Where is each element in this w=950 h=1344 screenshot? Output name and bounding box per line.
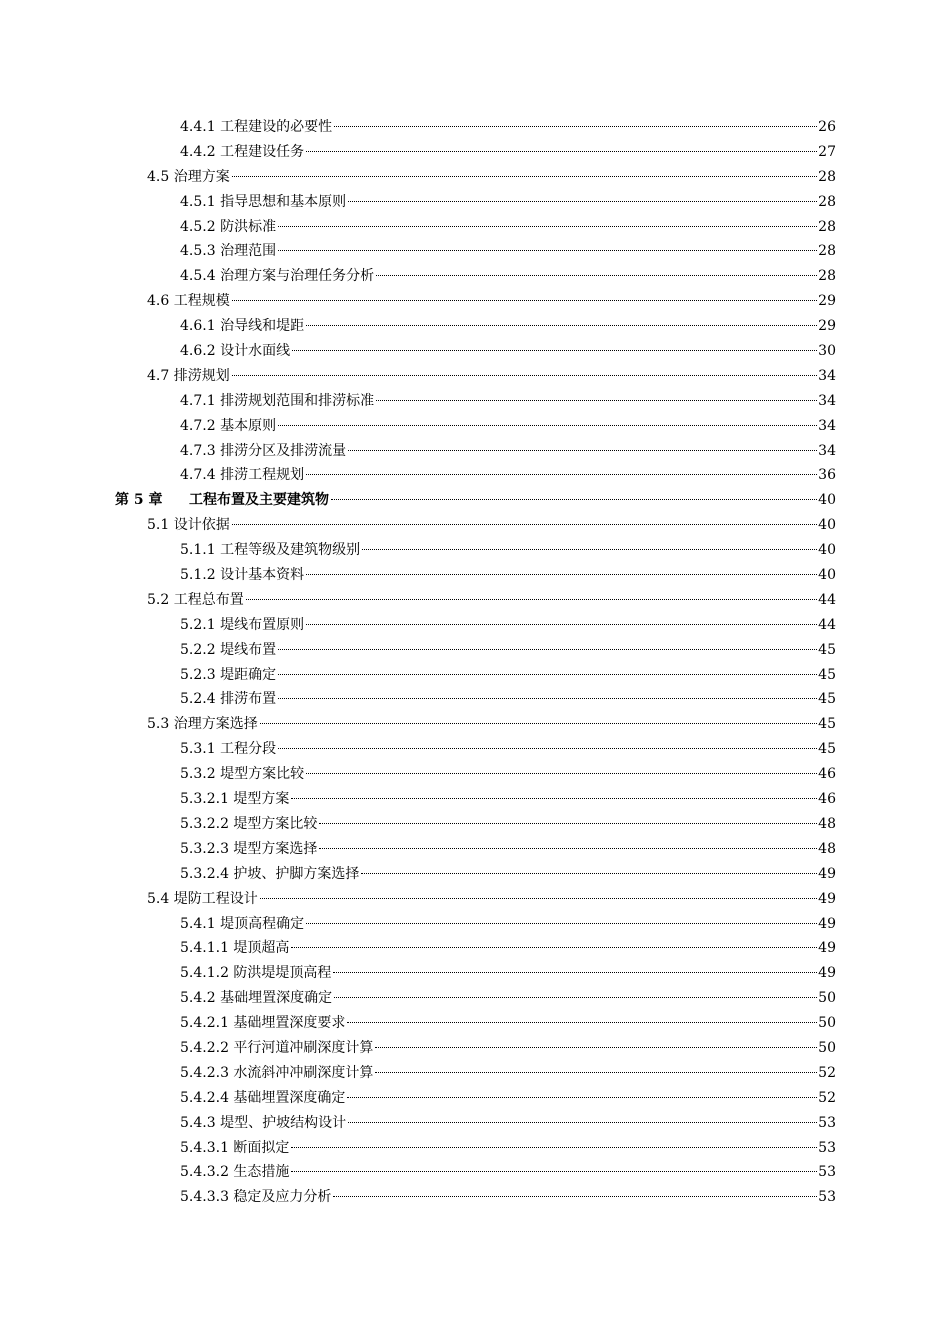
toc-row — [0, 463, 950, 488]
toc-entry-label: 5.3.2.3 堤型方案选择 — [180, 840, 318, 857]
dot-leader — [278, 226, 817, 227]
toc-page-number: 50 — [818, 1039, 836, 1056]
toc-entry-label: 5.4.2 基础埋置深度确定 — [180, 990, 333, 1007]
dot-leader — [376, 400, 817, 401]
toc-page-number: 40 — [818, 542, 836, 559]
toc-entry[interactable] — [180, 140, 836, 165]
toc-row — [0, 414, 950, 439]
toc-page-number: 49 — [818, 890, 836, 907]
toc-row — [0, 190, 950, 215]
toc-entry[interactable] — [180, 787, 836, 812]
toc-entry[interactable] — [147, 289, 836, 314]
toc-entry[interactable] — [180, 563, 836, 588]
toc-page-number: 30 — [818, 343, 836, 360]
toc-entry[interactable] — [147, 887, 836, 912]
toc-entry-label — [115, 488, 330, 513]
dot-leader — [334, 997, 817, 998]
toc-entry-label: 5.3.2 堤型方案比较 — [180, 766, 305, 783]
toc-row — [0, 1111, 950, 1136]
dot-leader — [306, 325, 817, 326]
dot-leader — [334, 126, 817, 127]
toc-entry-label: 5.4.3.1 断面拟定 — [180, 1139, 290, 1156]
toc-entry-label: 5.4.1.2 防洪堤堤顶高程 — [180, 965, 332, 982]
toc-entry[interactable] — [180, 1036, 836, 1061]
toc-entry[interactable] — [180, 737, 836, 762]
toc-page-number: 29 — [818, 293, 836, 310]
toc-entry-label: 4.5 治理方案 — [147, 168, 230, 185]
toc-entry-label: 5.2.3 堤距确定 — [180, 666, 277, 683]
toc-entry[interactable] — [180, 663, 836, 688]
toc-entry[interactable] — [180, 762, 836, 787]
toc-page-number: 49 — [818, 865, 836, 882]
toc-entry-label: 5.3.2.2 堤型方案比较 — [180, 815, 318, 832]
dot-leader — [362, 549, 817, 550]
toc-entry[interactable] — [180, 1086, 836, 1111]
toc-page-number: 44 — [818, 591, 836, 608]
toc-entry-label: 4.5.1 指导思想和基本原则 — [180, 193, 347, 210]
toc-entry-label: 4.5.2 防洪标准 — [180, 218, 277, 235]
toc-entry-label: 4.7.1 排涝规划范围和排涝标准 — [180, 392, 375, 409]
toc-page-number: 48 — [818, 815, 836, 832]
toc-page-number: 34 — [818, 367, 836, 384]
toc-entry[interactable] — [180, 339, 836, 364]
toc-row — [0, 862, 950, 887]
dot-leader — [291, 1171, 817, 1172]
toc-entry[interactable] — [147, 513, 836, 538]
toc-row — [0, 1136, 950, 1161]
toc-page-number: 40 — [818, 517, 836, 534]
toc-page-number: 44 — [818, 616, 836, 633]
toc-entry[interactable] — [180, 389, 836, 414]
toc-entry-label: 5.3.1 工程分段 — [180, 741, 277, 758]
dot-leader — [291, 1147, 817, 1148]
toc-entry-label: 5.3 治理方案选择 — [147, 716, 258, 733]
toc-entry[interactable] — [180, 961, 836, 986]
toc-page-number: 27 — [818, 143, 836, 160]
dot-leader — [278, 425, 817, 426]
dot-leader — [260, 898, 817, 899]
dot-leader — [278, 250, 817, 251]
toc-entry-label: 4.7.2 基本原则 — [180, 417, 277, 434]
toc-page-number: 28 — [818, 268, 836, 285]
toc-row — [0, 712, 950, 737]
toc-row — [0, 239, 950, 264]
dot-leader — [319, 848, 817, 849]
toc-row — [0, 1036, 950, 1061]
dot-leader — [319, 823, 817, 824]
dot-leader — [291, 798, 817, 799]
toc-page-number: 50 — [818, 990, 836, 1007]
toc-entry-label: 5.4.1.1 堤顶超高 — [180, 940, 290, 957]
toc-entry[interactable] — [180, 638, 836, 663]
toc-row — [0, 1061, 950, 1086]
toc-page-number: 34 — [818, 392, 836, 409]
toc-entry[interactable] — [180, 912, 836, 937]
toc-page-number: 40 — [818, 492, 836, 509]
toc-page-number: 40 — [818, 567, 836, 584]
toc-page-number: 28 — [818, 218, 836, 235]
dot-leader — [306, 624, 817, 625]
toc-entry[interactable] — [180, 613, 836, 638]
toc-page-number: 46 — [818, 766, 836, 783]
dot-leader — [348, 201, 817, 202]
toc-entry-label: 5.4 堤防工程设计 — [147, 890, 258, 907]
toc-row — [0, 787, 950, 812]
dot-leader — [331, 499, 817, 500]
toc-entry-label: 5.4.3 堤型、护坡结构设计 — [180, 1114, 347, 1131]
dot-leader — [278, 698, 817, 699]
toc-entry-label: 5.4.2.4 基础埋置深度确定 — [180, 1089, 346, 1106]
toc-entry[interactable] — [180, 264, 836, 289]
dot-leader — [246, 599, 817, 600]
toc-entry-label: 5.4.2.3 水流斜冲冲刷深度计算 — [180, 1064, 374, 1081]
toc-entry-label: 4.5.4 治理方案与治理任务分析 — [180, 268, 375, 285]
toc-page-number: 53 — [818, 1189, 836, 1206]
toc-page-number: 34 — [818, 417, 836, 434]
dot-leader — [306, 474, 817, 475]
toc-entry-label: 4.4.2 工程建设任务 — [180, 143, 305, 160]
toc-page-number: 52 — [818, 1064, 836, 1081]
dot-leader — [333, 1196, 817, 1197]
toc-row — [0, 961, 950, 986]
toc-entry[interactable] — [180, 1061, 836, 1086]
toc-row — [0, 215, 950, 240]
dot-leader — [347, 1097, 817, 1098]
toc-entry-label: 5.3.2.4 护坡、护脚方案选择 — [180, 865, 360, 882]
toc-entry[interactable] — [180, 215, 836, 240]
toc-row — [0, 538, 950, 563]
toc-row — [0, 289, 950, 314]
toc-entry[interactable] — [180, 1185, 836, 1210]
toc-entry[interactable] — [147, 712, 836, 737]
toc-row — [0, 1160, 950, 1185]
toc-entry-label: 4.7 排涝规划 — [147, 367, 230, 384]
dot-leader — [232, 176, 817, 177]
toc-entry-label: 4.4.1 工程建设的必要性 — [180, 119, 333, 135]
toc-page-number: 46 — [818, 791, 836, 808]
toc-row — [0, 613, 950, 638]
toc-row — [0, 837, 950, 862]
toc-page-number: 36 — [818, 467, 836, 484]
table-of-contents — [0, 115, 950, 1210]
toc-page-number: 48 — [818, 840, 836, 857]
toc-chapter-entry[interactable] — [115, 488, 836, 513]
toc-row — [0, 140, 950, 165]
toc-page-number: 49 — [818, 915, 836, 932]
toc-page-number: 45 — [818, 691, 836, 708]
toc-page-number: 34 — [818, 442, 836, 459]
toc-entry[interactable] — [180, 837, 836, 862]
dot-leader — [278, 649, 817, 650]
toc-entry[interactable] — [180, 463, 836, 488]
dot-leader — [306, 923, 817, 924]
toc-row — [0, 513, 950, 538]
toc-page-number: 45 — [818, 641, 836, 658]
toc-row — [0, 1011, 950, 1036]
dot-leader — [348, 450, 817, 451]
toc-entry-label: 5.4.3.3 稳定及应力分析 — [180, 1189, 332, 1206]
toc-page-number: 49 — [818, 965, 836, 982]
toc-entry[interactable] — [180, 687, 836, 712]
toc-page-number: 52 — [818, 1089, 836, 1106]
toc-entry-label: 4.5.3 治理范围 — [180, 243, 277, 260]
toc-row — [0, 339, 950, 364]
dot-leader — [291, 947, 817, 948]
toc-entry-label: 5.2.2 堤线布置 — [180, 641, 277, 658]
toc-chapter-number: 第 5 章 — [115, 492, 163, 509]
toc-page-number: 28 — [818, 168, 836, 185]
toc-page-number: 29 — [818, 318, 836, 335]
toc-entry-label: 4.7.4 排涝工程规划 — [180, 467, 305, 484]
toc-row — [0, 812, 950, 837]
toc-row — [0, 663, 950, 688]
toc-entry-label: 5.1 设计依据 — [147, 517, 230, 534]
toc-row — [0, 165, 950, 190]
dot-leader — [232, 375, 817, 376]
toc-entry[interactable] — [180, 986, 836, 1011]
toc-row — [0, 439, 950, 464]
toc-page-number: 26 — [818, 119, 836, 135]
toc-row — [0, 115, 950, 140]
dot-leader — [347, 1022, 817, 1023]
dot-leader — [376, 275, 817, 276]
toc-entry-label: 4.6 工程规模 — [147, 293, 230, 310]
toc-page-number: 45 — [818, 716, 836, 733]
toc-row — [0, 737, 950, 762]
toc-entry[interactable] — [180, 1111, 836, 1136]
toc-entry[interactable] — [180, 414, 836, 439]
toc-row — [0, 687, 950, 712]
dot-leader — [333, 972, 817, 973]
toc-page-number: 28 — [818, 243, 836, 260]
dot-leader — [278, 674, 817, 675]
dot-leader — [375, 1047, 817, 1048]
toc-entry[interactable] — [180, 1011, 836, 1036]
toc-entry-label: 4.6.1 治导线和堤距 — [180, 318, 305, 335]
toc-row — [0, 1185, 950, 1210]
toc-entry[interactable] — [180, 862, 836, 887]
toc-entry[interactable] — [180, 190, 836, 215]
toc-entry-label: 5.4.2.1 基础埋置深度要求 — [180, 1015, 346, 1032]
toc-entry-label: 4.6.2 设计水面线 — [180, 343, 291, 360]
dot-leader — [361, 873, 817, 874]
toc-entry[interactable] — [180, 538, 836, 563]
toc-row — [0, 389, 950, 414]
toc-entry-label: 5.4.2.2 平行河道冲刷深度计算 — [180, 1039, 374, 1056]
toc-row — [0, 1086, 950, 1111]
toc-entry-label: 5.4.1 堤顶高程确定 — [180, 915, 305, 932]
toc-entry-label: 5.2.4 排涝布置 — [180, 691, 277, 708]
toc-entry[interactable] — [147, 165, 836, 190]
toc-entry-label: 4.7.3 排涝分区及排涝流量 — [180, 442, 347, 459]
toc-page-number: 53 — [818, 1114, 836, 1131]
toc-entry-label: 5.2.1 堤线布置原则 — [180, 616, 305, 633]
toc-page-number: 53 — [818, 1139, 836, 1156]
toc-page-number: 28 — [818, 193, 836, 210]
toc-entry[interactable] — [180, 239, 836, 264]
toc-entry[interactable] — [180, 1160, 836, 1185]
dot-leader — [278, 748, 817, 749]
toc-entry-label: 5.1.2 设计基本资料 — [180, 567, 305, 584]
toc-row — [0, 488, 950, 513]
dot-leader — [292, 350, 817, 351]
toc-entry[interactable] — [147, 588, 836, 613]
toc-row — [0, 563, 950, 588]
toc-entry[interactable] — [180, 936, 836, 961]
toc-row — [0, 314, 950, 339]
dot-leader — [306, 151, 817, 152]
toc-entry-label: 5.1.1 工程等级及建筑物级别 — [180, 542, 361, 559]
toc-row — [0, 936, 950, 961]
toc-entry[interactable] — [180, 439, 836, 464]
toc-page-number: 53 — [818, 1164, 836, 1181]
toc-page-number: 49 — [818, 940, 836, 957]
toc-row — [0, 912, 950, 937]
toc-chapter-title: 工程布置及主要建筑物 — [189, 492, 329, 509]
toc-row — [0, 762, 950, 787]
dot-leader — [232, 300, 817, 301]
dot-leader — [306, 574, 817, 575]
toc-entry[interactable] — [180, 314, 836, 339]
toc-row — [0, 887, 950, 912]
toc-entry[interactable] — [180, 1136, 836, 1161]
toc-entry-label: 5.2 工程总布置 — [147, 591, 244, 608]
dot-leader — [306, 773, 817, 774]
toc-row — [0, 986, 950, 1011]
toc-entry-label: 5.3.2.1 堤型方案 — [180, 791, 290, 808]
dot-leader — [348, 1122, 817, 1123]
toc-page-number: 50 — [818, 1015, 836, 1032]
toc-row — [0, 588, 950, 613]
toc-row — [0, 364, 950, 389]
toc-entry[interactable] — [180, 115, 836, 140]
toc-entry-label: 5.4.3.2 生态措施 — [180, 1164, 290, 1181]
toc-page-number: 45 — [818, 741, 836, 758]
dot-leader — [375, 1072, 817, 1073]
dot-leader — [260, 723, 817, 724]
toc-page-number: 45 — [818, 666, 836, 683]
toc-row — [0, 638, 950, 663]
dot-leader — [232, 524, 817, 525]
toc-row — [0, 264, 950, 289]
toc-entry[interactable] — [180, 812, 836, 837]
toc-entry[interactable] — [147, 364, 836, 389]
